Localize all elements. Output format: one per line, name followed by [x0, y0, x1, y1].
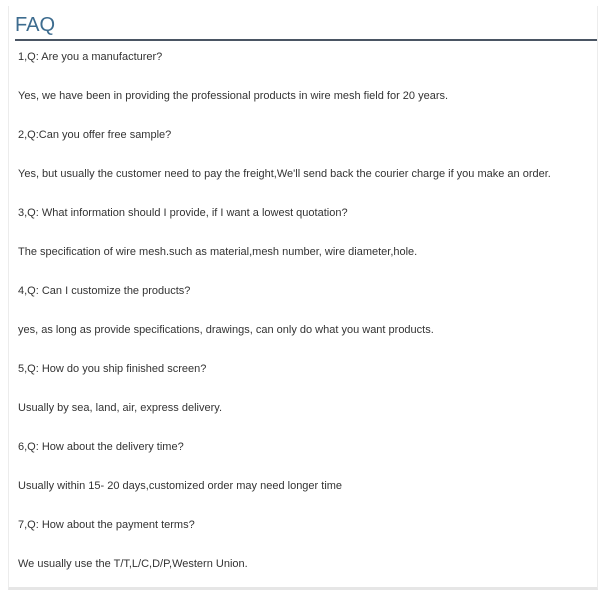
faq-question: 6,Q: How about the delivery time?	[18, 441, 184, 453]
faq-question: 7,Q: How about the payment terms?	[18, 519, 195, 531]
faq-item	[18, 440, 588, 493]
faq-item	[18, 128, 588, 181]
faq-question: 3,Q: What information should I provide, if I want a lowest quotation?	[18, 207, 348, 219]
faq-answer: Usually by sea, land, air, express delivery.	[18, 402, 222, 414]
faq-question: 2,Q:Can you offer free sample?	[18, 129, 172, 141]
faq-answer: Yes, we have been in providing the professional products in wire mesh field for 20 years.	[18, 90, 449, 102]
faq-question: 4,Q: Can I customize the products?	[18, 285, 191, 297]
faq-item	[18, 50, 588, 103]
faq-header	[15, 13, 597, 41]
faq-answer: We usually use the T/T,L/C,D/P,Western Union.	[18, 558, 248, 570]
page-title: FAQ	[15, 14, 56, 36]
faq-answer: The specification of wire mesh.such as material,mesh number, wire diameter,hole.	[18, 246, 418, 258]
faq-answer: Usually within 15- 20 days,customized order may need longer time	[18, 480, 343, 492]
faq-item	[18, 206, 588, 259]
faq-list	[18, 50, 588, 596]
faq-item	[18, 518, 588, 571]
faq-answer: Yes, but usually the customer need to pay the freight,We'll send back the courier charge if you make an order.	[18, 168, 551, 180]
faq-item	[18, 284, 588, 337]
faq-question: 1,Q: Are you a manufacturer?	[18, 51, 163, 63]
faq-question: 5,Q: How do you ship finished screen?	[18, 363, 207, 375]
faq-item	[18, 362, 588, 415]
faq-answer: yes, as long as provide specifications, drawings, can only do what you want products.	[18, 324, 434, 336]
